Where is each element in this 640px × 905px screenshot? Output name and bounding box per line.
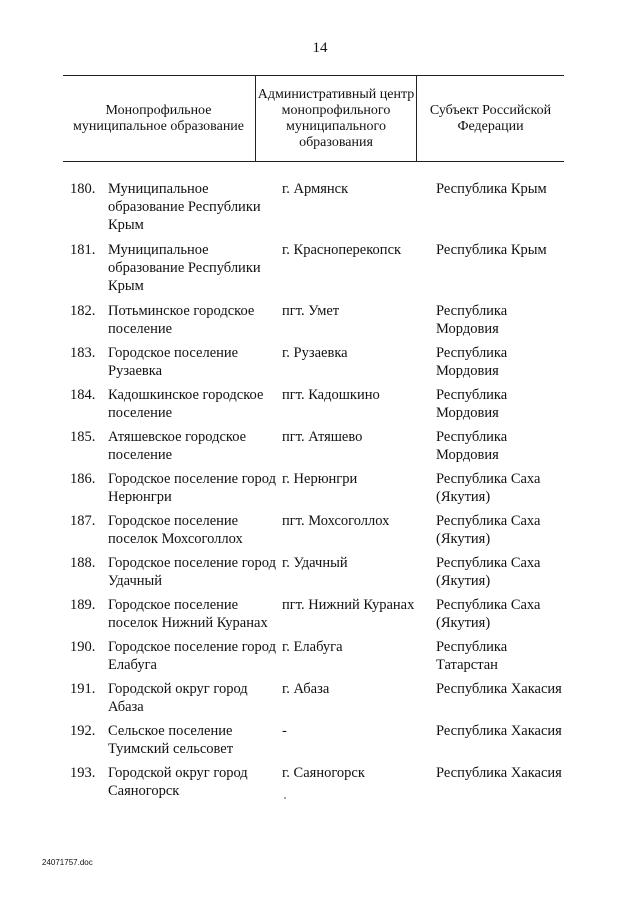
table-row: [70, 554, 570, 590]
table-row: [70, 638, 570, 674]
municipality-name: Городское поселение Рузаевка: [108, 345, 239, 379]
table-row: [70, 512, 570, 548]
table-row: [70, 680, 570, 716]
scan-speck: [284, 797, 286, 799]
row-number: 184.: [70, 387, 96, 403]
table-row: [70, 344, 570, 380]
admin-center: г. Нерюнгри: [282, 471, 358, 487]
federal-subject: Республика Хакасия: [436, 681, 562, 697]
row-number: 185.: [70, 429, 96, 445]
federal-subject: Республика Мордовия: [436, 345, 508, 379]
municipality-name: Атяшевское городское поселение: [108, 429, 247, 463]
row-number: 191.: [70, 681, 96, 697]
table-header: [63, 75, 564, 162]
municipality-name: Муниципальное образование Республики Крым: [108, 242, 261, 294]
admin-center: г. Красноперекопск: [282, 242, 402, 258]
admin-center: пгт. Атяшево: [282, 429, 363, 445]
federal-subject: Республика Мордовия: [436, 387, 508, 421]
table-row: [70, 470, 570, 506]
page-number: 14: [312, 40, 328, 56]
federal-subject: Республика Крым: [436, 181, 547, 197]
admin-center: пгт. Умет: [282, 303, 340, 319]
municipality-name: Городское поселение город Нерюнгри: [108, 471, 277, 505]
federal-subject: Республика Татарстан: [436, 639, 508, 673]
municipality-name: Городское поселение поселок Мохсоголлох: [108, 513, 243, 547]
table-row: [70, 596, 570, 632]
municipality-name: Кадошкинское городское поселение: [108, 387, 264, 421]
row-number: 186.: [70, 471, 96, 487]
header-municipality: Монопрофильное муниципальное образование: [72, 102, 245, 134]
admin-center: г. Рузаевка: [282, 345, 348, 361]
header-federal-subject: Субъект Российской Федерации: [429, 102, 552, 134]
municipality-name: Городское поселение город Удачный: [108, 555, 277, 589]
table-row: [70, 764, 570, 800]
row-number: 189.: [70, 597, 96, 613]
federal-subject: Республика Саха (Якутия): [436, 555, 541, 589]
file-name: 24071757.doc: [42, 858, 93, 867]
federal-subject: Республика Саха (Якутия): [436, 597, 541, 631]
admin-center: пгт. Нижний Куранах: [282, 597, 415, 613]
admin-center: г. Саяногорск: [282, 765, 365, 781]
table-row: [70, 180, 570, 234]
federal-subject: Республика Хакасия: [436, 765, 562, 781]
federal-subject: Республика Хакасия: [436, 723, 562, 739]
admin-center: г. Елабуга: [282, 639, 343, 655]
municipality-name: Городской округ город Абаза: [108, 681, 248, 715]
header-admin-center: Административный центр монопрофильного муниципального образования: [255, 76, 417, 161]
table-row: [70, 386, 570, 422]
municipality-name: Муниципальное образование Республики Крым: [108, 181, 261, 233]
row-number: 193.: [70, 765, 96, 781]
federal-subject: Республика Саха (Якутия): [436, 471, 541, 505]
admin-center: пгт. Мохсоголлох: [282, 513, 390, 529]
admin-center: -: [282, 723, 287, 739]
row-number: 188.: [70, 555, 96, 571]
municipality-name: Городское поселение город Елабуга: [108, 639, 277, 673]
admin-center: г. Удачный: [282, 555, 348, 571]
row-number: 182.: [70, 303, 96, 319]
table-body: [70, 180, 570, 800]
row-number: 190.: [70, 639, 96, 655]
municipality-name: Городской округ город Саяногорск: [108, 765, 248, 799]
admin-center: г. Абаза: [282, 681, 330, 697]
table-row: [70, 428, 570, 464]
federal-subject: Республика Мордовия: [436, 303, 508, 337]
row-number: 183.: [70, 345, 96, 361]
municipality-name: Сельское поселение Туимский сельсовет: [108, 723, 234, 757]
row-number: 192.: [70, 723, 96, 739]
federal-subject: Республика Мордовия: [436, 429, 508, 463]
admin-center: пгт. Кадошкино: [282, 387, 380, 403]
table-row: [70, 722, 570, 758]
admin-center: г. Армянск: [282, 181, 349, 197]
federal-subject: Республика Саха (Якутия): [436, 513, 541, 547]
municipality-name: Потьминское городское поселение: [108, 303, 255, 337]
table-row: [70, 241, 570, 295]
row-number: 187.: [70, 513, 96, 529]
row-number: 181.: [70, 242, 96, 258]
row-number: 180.: [70, 181, 96, 197]
municipality-name: Городское поселение поселок Нижний Куранах: [108, 597, 268, 631]
table-row: [70, 302, 570, 338]
federal-subject: Республика Крым: [436, 242, 547, 258]
